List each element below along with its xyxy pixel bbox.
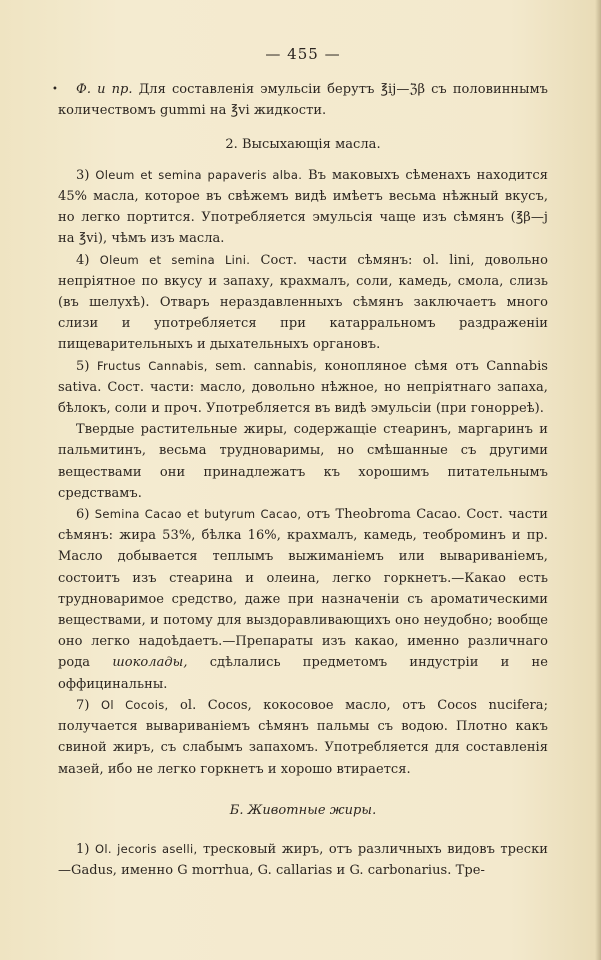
section-title-animal-fats <box>58 800 548 821</box>
section-title-drying-oils: 2. Высыхающія масла. <box>225 136 381 152</box>
paragraph-item-3 <box>58 165 548 250</box>
intro-text: Для составленія эмульсіи берутъ ℥ij—ℨβ съ половиннымъ количествомъ gummi на ℥vi жидкости. <box>58 82 548 119</box>
latin-name: Oleum et semina Lini. <box>99 252 251 267</box>
latin-name: Ol Cocois, <box>100 697 169 712</box>
item-number: 5) <box>76 358 90 374</box>
paragraph-item-b1 <box>58 839 548 881</box>
paragraph-solid-fats: Твердые растительные жиры, содержащіе стеаринъ, маргаринъ и пальмитинъ, весьма трудноваримы, но смѣшанные съ другими веществами они принадлежатъ къ хорошимъ питательнымъ средствамъ. <box>58 422 548 501</box>
latin-name: Oleum et semina papaveris alba. <box>95 167 303 182</box>
section-title-text: Б. Животные жиры. <box>229 802 377 818</box>
latin-name: Semina Cacao et butyrum Cacao, <box>94 507 302 522</box>
item-text: ol. Cocos, кокосовое масло, отъ Cocos nucifera; получается вывариваніемъ сѣмянъ пальмы съ водою. Плотно какъ свиной жиръ, съ слабымъ запахомъ. Употребляется для составленія мазей, ибо не легко горкнетъ и хорошо втирается. <box>58 697 548 777</box>
paragraph-item-7 <box>58 695 548 780</box>
item-text: тресковый жиръ, отъ различныхъ видовъ трески—Gadus, именно G morrhua, G. callarias и G. carbonarius. Тре- <box>58 841 549 879</box>
item-italic-term: шоколады, <box>112 655 188 671</box>
latin-name: Ol. jecoris aselli, <box>94 841 198 856</box>
item-text-tail: сдѣлались предметомъ индустріи и не оффицинальны. <box>58 655 549 692</box>
paragraph-intro <box>52 79 548 121</box>
paragraph-item-5 <box>58 356 548 420</box>
latin-name: Fructus Cannabis, <box>96 358 208 373</box>
item-number: 3) <box>76 167 90 183</box>
item-text: отъ Theobroma Cacao. Сост. части сѣмянъ: жира 53%, бѣлка 16%, крахмалъ, камедь, теоброминъ и пр. Масло добывается теплымъ выжиманіемъ или вывариваніемъ, состоитъ изъ стеарина и олеина, легко горкнетъ.—Какао есть трудноваримое средство, даже при назначеніи съ ароматическими веществами, и потому для выздоравливающихъ оно неудобно; вообще оно легко надоѣдаетъ.—Препараты изъ какао, именно различнаго рода <box>58 507 549 671</box>
item-number: 4) <box>76 252 90 268</box>
page-number: — 455 — <box>265 45 341 63</box>
item-number: 7) <box>76 697 90 713</box>
item-text: Въ маковыхъ сѣменахъ находится 45% масла, которое въ свѣжемъ видѣ имѣетъ весьма нѣжный вкусъ, но легко портится. Употребляется эмульсія чаще изъ сѣмянъ (℥β—j на ℥vi), чѣмъ изъ масла. <box>58 167 548 247</box>
intro-lead: Ф. и пр. <box>76 82 133 98</box>
item-number: 6) <box>76 507 90 523</box>
item-text: sem. cannabis, конопляное сѣмя отъ Cannabis sativa. Сост. части: масло, довольно нѣжное, но непріятнаго запаха, бѣлокъ, соли и проч. Употребляется въ видѣ эмульсіи (при гонорреѣ). <box>58 358 548 417</box>
paragraph-item-6 <box>58 504 548 695</box>
paragraph-item-4 <box>58 250 548 356</box>
item-text: Сост. части сѣмянъ: ol. lini, довольно непріятное по вкусу и запаху, крахмалъ, соли, камедь, смола, слизь (въ шелухѣ). Отваръ нераздавленныхъ сѣмянъ заключаетъ много слизи и употребляется при катарральномъ раздраженіи пищеварительныхъ и дыхательныхъ органовъ. <box>58 252 548 353</box>
bullet-mark: • <box>52 84 58 96</box>
item-number: 1) <box>76 841 90 857</box>
page-content <box>52 44 549 881</box>
